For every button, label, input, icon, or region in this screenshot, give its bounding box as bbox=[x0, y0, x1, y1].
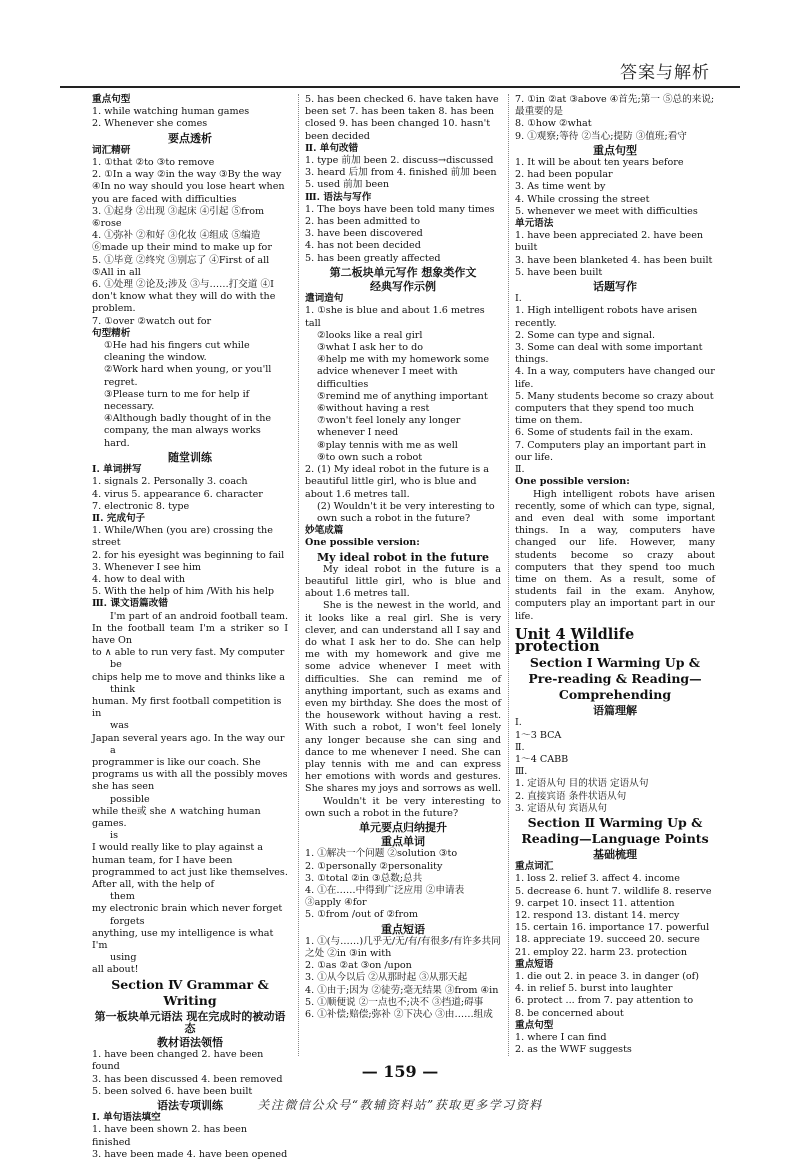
text-line: 1. ①that ②to ③to remove bbox=[92, 157, 215, 169]
text-line: 6. ①处理 ②论及;涉及 ③与……打交道 ④I don't know what they will do with the problem. bbox=[92, 279, 276, 315]
text-line: 4. While crossing the street bbox=[515, 193, 650, 205]
page-number: — 159 — bbox=[361, 1062, 439, 1081]
text-line: Ⅰ. 单句语法填空 bbox=[92, 1112, 161, 1124]
text-line: 4. virus 5. appearance 6. character bbox=[92, 488, 263, 500]
text-line: Ⅲ. 课文语篇改错 bbox=[92, 598, 168, 610]
text-line: 经典写作示例 bbox=[370, 280, 436, 294]
text-line: 5. have been built bbox=[515, 266, 603, 278]
text-line: 3. has been discussed 4. been removed bbox=[92, 1073, 283, 1085]
text-line: a bbox=[110, 744, 116, 756]
text-line: 5. has been checked 6. have taken have been set 7. has been taken 8. has been closed 9. has been changed 10. hasn't been decided bbox=[305, 94, 499, 142]
text-line: 6. Some of students fail in the exam. bbox=[515, 427, 694, 439]
text-line: 1. type 前加 been 2. discuss→discussed bbox=[305, 155, 494, 167]
text-line: 7. electronic 8. type bbox=[92, 500, 190, 512]
text-line: 1. signals 2. Personally 3. coach bbox=[92, 476, 248, 488]
text-line: 1. ①解决一个问题 ②solution ③to bbox=[305, 848, 458, 860]
text-line: 8. ①how ②what bbox=[515, 118, 592, 130]
header-title: 答案与解析 bbox=[620, 63, 710, 83]
text-line: Ⅱ. bbox=[515, 464, 525, 476]
text-line: ③what I ask her to do bbox=[317, 342, 424, 354]
text-line: 第一板块单元语法 现在完成时的被动语态 bbox=[94, 1009, 286, 1035]
text-line: be bbox=[110, 659, 122, 671]
text-line: 5. With the help of him /With his help bbox=[92, 586, 275, 598]
text-line: 3. 定语从句 宾语从句 bbox=[515, 802, 608, 814]
text-line: 重点短语 bbox=[515, 958, 554, 970]
text-line: 2. ①personally ②personality bbox=[305, 860, 443, 872]
text-line: Section Ⅰ Warming Up & Pre-reading & Reading—Comprehending bbox=[528, 655, 702, 703]
text-line: Wouldn't it be very interesting to own such a robot in the future? bbox=[305, 795, 501, 819]
text-line: 1. It will be about ten years before bbox=[515, 157, 684, 169]
text-line: One possible version: bbox=[515, 476, 630, 488]
text-line: ⑦won't feel lonely any longer whenever I need bbox=[317, 415, 461, 439]
text-line: She is the newest in the world, and it looks like a real girl. She is very clever, and can understand all I say and do what I ask her to do. She can help me with my homework and give me some advice whenever I meet with difficulties. She can remind me of anything important, such as exams and even my birthday. She does the most of the housework without having a rest. With such a robot, I won't feel lonely any longer because she can sing and dance to me whenever I need. She can play tennis with me and can express her emotions with words and gestures. She shares my joys and sorrows as well. bbox=[305, 600, 501, 795]
text-line: 5. ①顺便说 ②一点也不;决不 ③挡道;碍事 bbox=[305, 996, 484, 1008]
text-line: 1. The boys have been told many times bbox=[305, 203, 495, 215]
text-line: 1. ①she is blue and about 1.6 metres tall bbox=[305, 305, 485, 329]
answer-column-2 bbox=[305, 94, 501, 1021]
text-line: ③Please turn to me for help if necessary. bbox=[104, 388, 250, 413]
text-line: to ∧ able to run very fast. My computer bbox=[92, 647, 285, 659]
text-line: 话题写作 bbox=[593, 280, 637, 294]
text-line: 2. had been popular bbox=[515, 169, 613, 181]
text-line: 随堂训练 bbox=[168, 450, 212, 464]
text-line: 遣词造句 bbox=[305, 293, 344, 305]
text-line: ②Work hard when young, or you'll regret. bbox=[104, 364, 272, 388]
text-line: anything, use my intelligence is what I'm bbox=[92, 927, 274, 952]
text-line: 单元语法 bbox=[515, 218, 554, 230]
text-line: ②looks like a real girl bbox=[317, 329, 423, 341]
text-line: Ⅰ. bbox=[515, 293, 522, 305]
text-line: 5. ①毕竟 ②终究 ③别忘了 ④First of all ⑤All in all bbox=[92, 254, 270, 278]
text-line: programmer is like our coach. She programs us with all the possibly moves she has seen bbox=[92, 756, 288, 793]
text-line: 15. certain 16. importance 17. powerful bbox=[515, 922, 710, 934]
text-line: 1. ①(与……)几乎无/无/有/有很多/有许多共同之处 ②in ③in with bbox=[305, 935, 501, 960]
text-line: 4. In a way, computers have changed our life. bbox=[515, 366, 715, 390]
text-line: 1～3 BCA bbox=[515, 729, 562, 741]
text-line: while the或 she ∧ watching human games. bbox=[92, 805, 261, 829]
text-line: 2. Some can type and signal. bbox=[515, 329, 656, 341]
text-line: 6. protect ... from 7. pay attention to bbox=[515, 995, 694, 1007]
text-line: Section Ⅱ Warming Up & Reading—Language Points bbox=[521, 814, 709, 846]
text-line: 2. for his eyesight was beginning to fail bbox=[92, 549, 285, 561]
text-line: 1. have been changed 2. have been found bbox=[92, 1049, 264, 1073]
text-line: 5. ①from /out of ②from bbox=[305, 909, 418, 921]
text-line: 1. have been appreciated 2. have been built bbox=[515, 230, 704, 254]
text-line: 语法专项训练 bbox=[157, 1099, 223, 1113]
text-line: ⑨to own such a robot bbox=[317, 451, 423, 463]
text-line: Japan several years ago. In the way our bbox=[92, 732, 285, 744]
text-line: 1. While/When (you are) crossing the street bbox=[92, 525, 273, 549]
text-line: think bbox=[110, 683, 136, 695]
text-line: 3. As time went by bbox=[515, 181, 606, 193]
text-line: 9. carpet 10. insect 11. attention bbox=[515, 897, 675, 909]
text-line: 重点词汇 bbox=[515, 861, 554, 873]
text-line: 基础梳理 bbox=[593, 847, 637, 861]
text-line: my electronic brain which never forget bbox=[92, 903, 283, 915]
text-line: 8. be concerned about bbox=[515, 1007, 624, 1019]
text-line: 重点单词 bbox=[381, 835, 425, 849]
text-line: them bbox=[110, 891, 135, 903]
text-line: My ideal robot in the future bbox=[317, 550, 489, 564]
column-divider bbox=[508, 94, 509, 1056]
text-line: 2. 直接宾语 条件状语从句 bbox=[515, 790, 627, 802]
text-line: 1. 定语从句 目的状语 定语从句 bbox=[515, 778, 649, 790]
text-line: 4. in relief 5. burst into laughter bbox=[515, 983, 673, 995]
text-line: forgets bbox=[110, 915, 145, 927]
text-line: human. My first football competition is in bbox=[92, 695, 282, 720]
text-line: ①He had his fingers cut while cleaning the window. bbox=[104, 340, 250, 364]
text-line: ⑤remind me of anything important bbox=[317, 390, 488, 402]
text-line: 3. Some can deal with some important things. bbox=[515, 342, 703, 366]
text-line: 3. have been blanketed 4. has been built bbox=[515, 254, 713, 266]
text-line: 3. ①起身 ②出现 ③起床 ④引起 ⑤from ⑥rose bbox=[92, 205, 265, 230]
text-line: 1. High intelligent robots have arisen recently. bbox=[515, 305, 698, 329]
text-line: Ⅰ. bbox=[515, 717, 522, 729]
text-line: 3. have been discovered bbox=[305, 228, 423, 240]
text-line: 第二板块单元写作 想象类作文 bbox=[329, 265, 477, 279]
text-line: 5. decrease 6. hunt 7. wildlife 8. reserve bbox=[515, 885, 712, 897]
text-line: was bbox=[110, 720, 129, 732]
text-line: 2. ①In a way ②in the way ③By the way ④In no way should you lose heart when you are faced with difficulties bbox=[92, 169, 285, 205]
text-line: 1. have been shown 2. has been finished bbox=[92, 1124, 248, 1148]
text-line: 5. used 前加 been bbox=[305, 179, 390, 191]
text-line: 要点透析 bbox=[168, 131, 212, 145]
text-line: 重点句型 bbox=[92, 94, 131, 105]
text-line: 重点短语 bbox=[381, 922, 425, 936]
text-line: 重点句型 bbox=[515, 1019, 554, 1031]
text-line: 18. appreciate 19. succeed 20. secure bbox=[515, 934, 700, 946]
answer-column-3 bbox=[515, 94, 715, 1056]
text-line: 1～4 CABB bbox=[515, 753, 569, 765]
text-line: 1. die out 2. in peace 3. in danger (of) bbox=[515, 971, 699, 982]
text-line: 2. (1) My ideal robot in the future is a beautiful little girl, who is blue and about 1.6 metres tall. bbox=[305, 464, 489, 500]
text-line: 妙笔成篇 bbox=[305, 525, 344, 537]
text-line: One possible version: bbox=[305, 537, 420, 549]
text-line: 7. Computers play an important part in our life. bbox=[515, 439, 707, 463]
text-line: I'm part of an android football team. In the football team I'm a striker so I have On bbox=[92, 610, 288, 646]
text-line: all about! bbox=[92, 964, 139, 976]
text-line: High intelligent robots have arisen recently, some of which can type, signal, and even deal with some important things. In a way, computers have changed our life. However, many students become so crazy about computers that they spend too much time on them. As a result, some of students fail in the exam. Anyhow, computers play an important part in our life. bbox=[515, 488, 715, 622]
text-line: 5. has been greatly affected bbox=[305, 252, 441, 264]
text-line: 3. ①从今以后 ②从那时起 ③从那天起 bbox=[305, 972, 468, 984]
text-line: 9. ①观察;等待 ②当心;提防 ③值班;看守 bbox=[515, 130, 687, 142]
text-line: ⑧play tennis with me as well bbox=[317, 439, 458, 451]
text-line: 1. loss 2. relief 3. affect 4. income bbox=[515, 873, 680, 885]
text-line: is bbox=[110, 830, 118, 842]
text-line: ④help me with my homework some advice whenever I meet with difficulties bbox=[317, 354, 490, 390]
text-line: ⑥without having a rest bbox=[317, 403, 430, 415]
text-line: 4. ①弥补 ②和好 ③化妆 ④组成 ⑤编造 ⑥made up their mind to make up for bbox=[92, 230, 272, 254]
text-line: 4. how to deal with bbox=[92, 573, 186, 585]
text-line: 单元要点归纳提升 bbox=[359, 820, 447, 834]
text-line: 3. heard 后加 from 4. finished 前加 been bbox=[305, 167, 497, 179]
page-header bbox=[0, 0, 800, 90]
text-line: 7. ①in ②at ③above ④首先;第一 ⑤总的来说;最重要的是 bbox=[515, 94, 715, 118]
text-line: 5. been solved 6. have been built bbox=[92, 1085, 253, 1097]
text-line: 教材语法领悟 bbox=[157, 1036, 223, 1050]
text-line: Ⅰ. 单词拼写 bbox=[92, 464, 142, 476]
text-line: 1. while watching human games bbox=[92, 106, 250, 118]
text-line: 4. ①由于;因为 ②徒劳;毫无结果 ③from ④in bbox=[305, 984, 499, 996]
text-line: 语篇理解 bbox=[593, 704, 637, 718]
text-line: My ideal robot in the future is a beautiful little girl, who is blue and about 1.6 metres tall. bbox=[305, 563, 501, 600]
text-line: 词汇精研 bbox=[92, 144, 131, 156]
text-line: I would really like to play against a human team, for I have been programmed to act just like themselves. After all, with the help of bbox=[92, 842, 288, 890]
text-line: Unit 4 Wildlife protection bbox=[515, 625, 635, 655]
text-line: 3. ①total ②in ③总数;总共 bbox=[305, 872, 423, 884]
text-line: 4. ①在……中得到广泛应用 ②申请表 ③apply ④for bbox=[305, 885, 465, 909]
text-line: Ⅱ. 完成句子 bbox=[92, 512, 146, 524]
text-line: 句型精析 bbox=[92, 327, 131, 339]
text-line: 2. Whenever she comes bbox=[92, 118, 208, 130]
text-line: (2) Wouldn't it be very interesting to own such a robot in the future? bbox=[317, 500, 495, 524]
text-line: 3. Whenever I see him bbox=[92, 561, 202, 573]
text-line: 5. Many students become so crazy about computers that they spend too much time on them. bbox=[515, 390, 714, 427]
text-line: 7. ①over ②watch out for bbox=[92, 315, 212, 327]
text-line: 重点句型 bbox=[593, 143, 637, 157]
text-line: 21. employ 22. harm 23. protection bbox=[515, 946, 688, 958]
text-line: 12. respond 13. distant 14. mercy bbox=[515, 909, 680, 921]
text-line: possible bbox=[110, 793, 150, 805]
text-line: Section Ⅳ Grammar & Writing bbox=[111, 976, 269, 1008]
text-line: Ⅱ. 单句改错 bbox=[305, 142, 359, 154]
text-line: 1. where I can find bbox=[515, 1032, 607, 1044]
text-line: 5. whenever we meet with difficulties bbox=[515, 205, 698, 217]
text-line: Ⅱ. bbox=[515, 741, 525, 753]
text-line: 6. ①补偿;赔偿;弥补 ②下决心 ③由……组成 bbox=[305, 1009, 493, 1021]
text-line: 4. has not been decided bbox=[305, 240, 421, 252]
column-divider bbox=[298, 94, 299, 1056]
text-line: 3. have been made 4. have been opened bbox=[92, 1148, 288, 1160]
text-line: 2. has been admitted to bbox=[305, 216, 421, 228]
text-line: ④Although badly thought of in the company, the man always works hard. bbox=[104, 413, 272, 449]
answer-column-1 bbox=[92, 94, 288, 1161]
header-rule bbox=[60, 86, 740, 88]
footer-note: 关注微信公众号“教辅资料站”获取更多学习资料 bbox=[257, 1098, 543, 1112]
text-line: 2. as the WWF suggests bbox=[515, 1044, 632, 1056]
text-line: using bbox=[110, 952, 137, 964]
text-line: chips help me to move and thinks like a bbox=[92, 671, 285, 683]
text-line: Ⅲ. 语法与写作 bbox=[305, 191, 372, 203]
text-line: 2. ①as ②at ③on /upon bbox=[305, 960, 412, 972]
text-line: Ⅲ. bbox=[515, 766, 528, 778]
